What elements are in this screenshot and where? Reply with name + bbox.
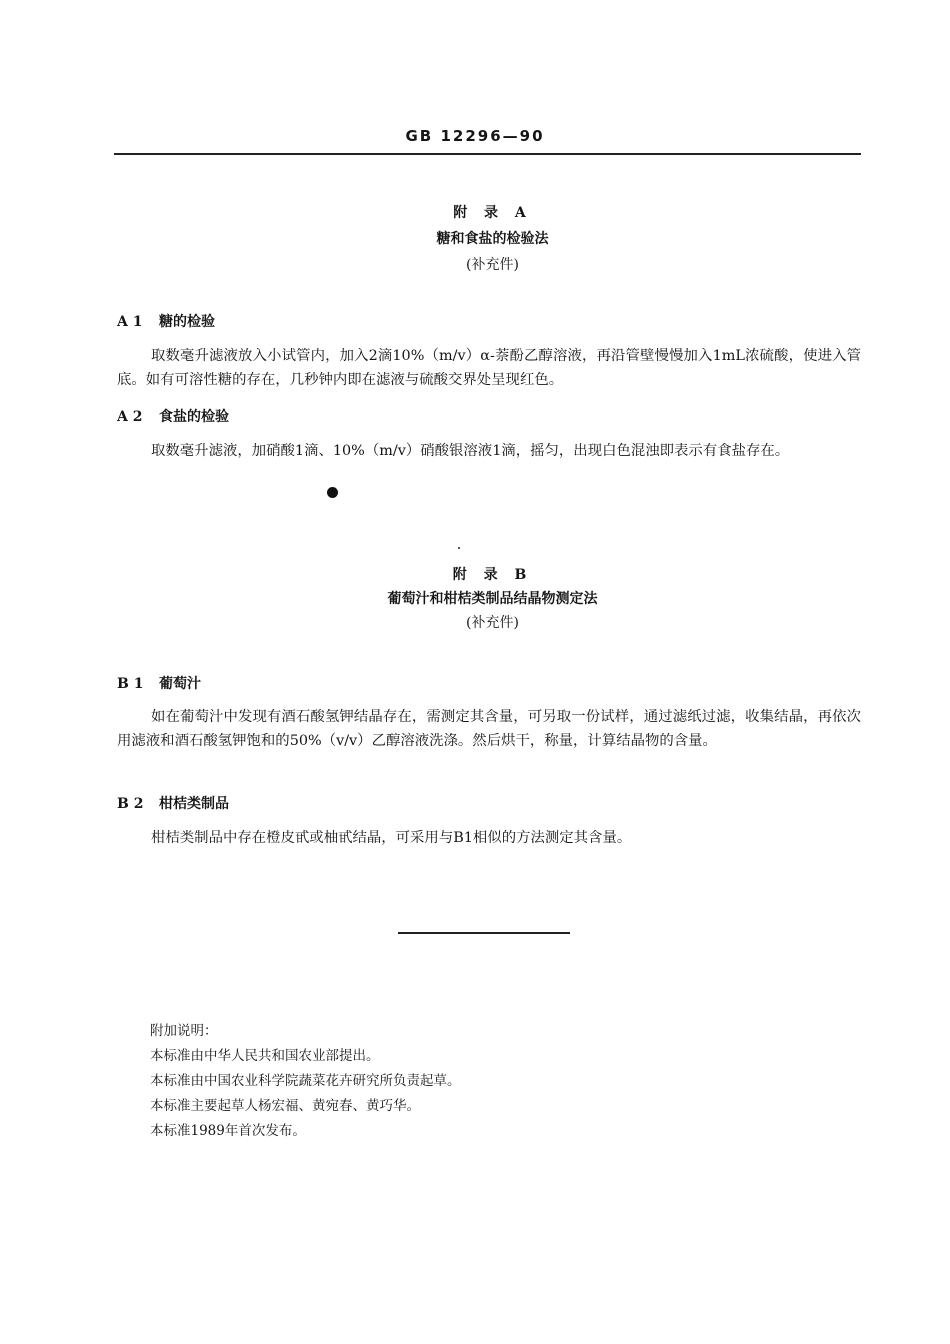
section-title: 糖的检验 [159,314,215,330]
scan-speck [458,547,460,549]
appendix-a-note: (补充件) [466,257,519,273]
section-title: 柑桔类制品 [159,796,229,812]
notes-line: 本标准由中国农业科学院蔬菜花卉研究所负责起草。 [150,1073,461,1089]
end-rule [398,932,570,934]
appendix-a-title: 糖和食盐的检验法 [436,231,549,247]
section-number: A 2 [117,409,143,425]
appendix-a-label: 附 录 A [453,205,532,221]
notes-line: 本标准由中华人民共和国农业部提出。 [150,1048,380,1064]
section-a1-text: 取数毫升滤液放入小试管内，加入2滴10%（m/v）α-萘酚乙醇溶液，再沿管壁慢慢加入1mL浓硫酸，使进入管底。如有可溶性糖的存在，几秒钟内即在滤液与硫酸交界处呈现红色。 [117,348,861,388]
section-number: B 1 [117,676,144,692]
section-b2-heading [117,793,229,813]
section-b1-heading [117,673,201,693]
section-b1-text: 如在葡萄汁中发现有酒石酸氢钾结晶存在，需测定其含量，可另取一份试样，通过滤纸过滤，收集结晶，再依次用滤液和酒石酸氢钾饱和的50%（v/v）乙醇溶液洗涤。然后烘干，称量，计算结晶物的含量。 [117,709,861,749]
appendix-b-title: 葡萄汁和柑桔类制品结晶物测定法 [387,591,598,607]
section-number: A 1 [117,314,143,330]
appendix-b-note: (补充件) [466,615,519,631]
section-a1-heading [117,311,215,331]
header-rule [114,153,861,155]
section-a2-text: 取数毫升滤液，加硝酸1滴、10%（m/v）硝酸银溶液1滴，摇匀，出现白色混浊即表示有食盐存在。 [151,443,790,459]
section-number: B 2 [117,796,144,812]
additional-notes [150,1019,461,1144]
appendix-b-label: 附 录 B [452,567,533,583]
section-a2-heading [117,406,229,426]
notes-heading: 附加说明： [150,1023,218,1039]
standard-number: GB 12296—90 [405,127,545,145]
notes-line: 本标准主要起草人杨宏福、黄宛春、黄巧华。 [150,1098,420,1114]
ink-blot [327,487,338,498]
section-title: 食盐的检验 [159,409,229,425]
notes-line: 本标准1989年首次发布。 [150,1123,306,1139]
section-title: 葡萄汁 [159,676,201,692]
section-b2-text: 柑桔类制品中存在橙皮甙或柚甙结晶，可采用与B1相似的方法测定其含量。 [151,830,632,846]
